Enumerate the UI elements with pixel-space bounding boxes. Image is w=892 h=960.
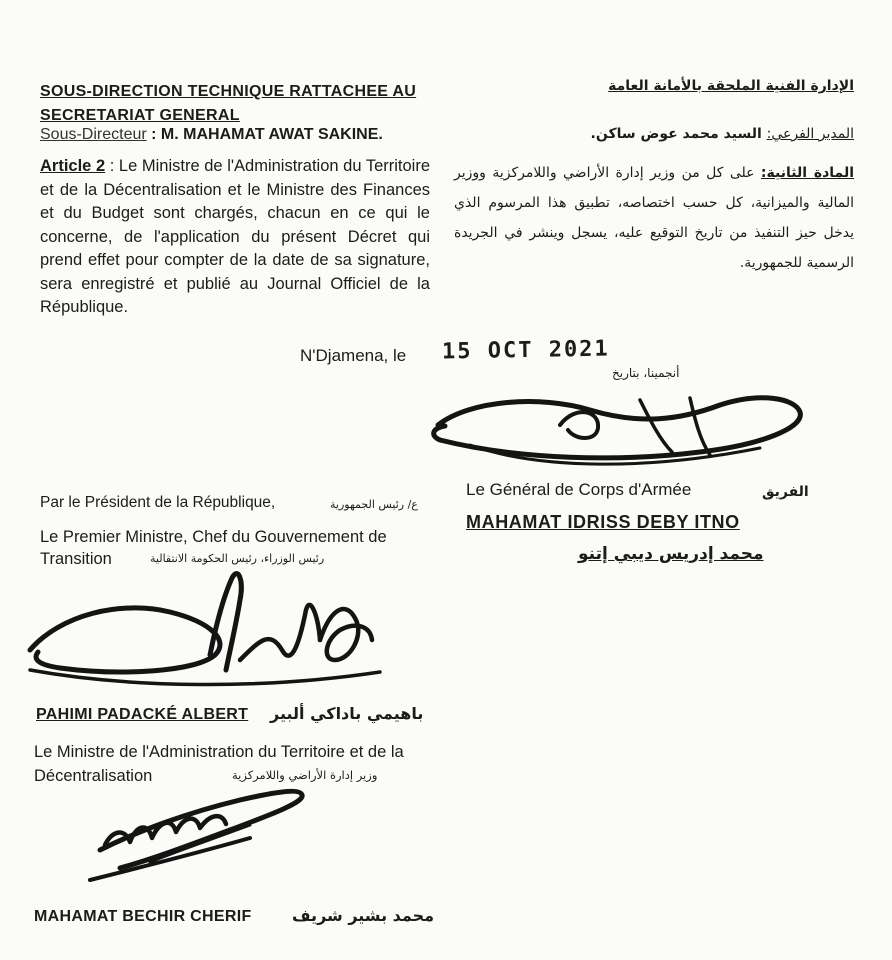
french-subdirector xyxy=(40,126,383,144)
minister-name-arabic: محمد بشير شريف xyxy=(292,906,435,925)
french-article-label: Article 2 xyxy=(40,157,106,175)
pm-name: PAHIMI PADACKÉ ALBERT xyxy=(36,706,249,723)
pm-name-arabic: باهيمي باداكي ألبير xyxy=(270,704,424,723)
arabic-article-2 xyxy=(454,158,854,278)
president-title-arabic: الفريق xyxy=(762,484,809,500)
arabic-subdirector-label: المدير الفرعي: xyxy=(766,126,854,142)
arabic-subdirector-value: السيد محمد عوض ساكن. xyxy=(590,126,767,142)
pm-line-2: Le Premier Ministre, Chef du Gouvernement de Transition xyxy=(40,528,387,568)
french-article-2 xyxy=(40,155,430,320)
date-place-arabic: أنجمينا، بتاريخ xyxy=(612,366,680,380)
arabic-header: الإدارة الفنية الملحقة بالأمانة العامة xyxy=(608,78,854,94)
prime-minister-signature xyxy=(30,574,380,685)
date-stamp: 15 OCT 2021 xyxy=(441,336,610,365)
french-header-line-2: SECRETARIAT GENERAL xyxy=(40,107,240,124)
minister-title-arabic: وزير إدارة الأراضي واللامركزية xyxy=(232,768,378,782)
french-subdirector-label: Sous-Directeur xyxy=(40,126,147,143)
president-name: MAHAMAT IDRISS DEBY ITNO xyxy=(466,512,740,532)
minister-name: MAHAMAT BECHIR CHERIF xyxy=(34,908,252,925)
arabic-article-label: المادة الثانية: xyxy=(760,165,854,181)
arabic-article-text: على كل من وزير إدارة الأراضي واللامركزية ووزير المالية والميزانية، كل حسب اختصاصه، تطبيق هذا المرسوم الذي يدخل حيز التنفيذ من تاريخ التوقيع عليه، يسجل وينشر في الجريدة الرسمية للجمهورية. xyxy=(454,165,854,271)
president-name-arabic: محمد إدريس ديبي إتنو xyxy=(578,544,764,564)
pm-line-1-arabic: ع/ رئيس الجمهورية xyxy=(330,498,418,511)
pm-line-2-arabic: رئيس الوزراء، رئيس الحكومة الانتقالية xyxy=(150,552,325,565)
arabic-subdirector xyxy=(494,126,854,142)
french-header-line-1: SOUS-DIRECTION TECHNIQUE RATTACHEE AU xyxy=(40,83,417,100)
french-header xyxy=(40,80,440,128)
french-article-text: : Le Ministre de l'Administration du Territoire et de la Décentralisation et le Ministre des Finances et du Budget sont chargés, chacun en ce qui le concerne, de l'application du présent Décret qui prend effet pour compter de la date de sa signature, sera enregistré et publié au Journal Officiel de la République. xyxy=(40,157,430,316)
minister-signature xyxy=(90,791,302,880)
date-place-french: N'Djamena, le xyxy=(300,346,407,365)
pm-line-1: Par le Président de la République, xyxy=(40,494,276,511)
french-subdirector-value: : M. MAHAMAT AWAT SAKINE. xyxy=(151,126,383,143)
president-signature xyxy=(434,398,801,464)
minister-title: Le Ministre de l'Administration du Territoire et de la Décentralisation xyxy=(34,743,404,785)
president-title: Le Général de Corps d'Armée xyxy=(466,480,692,499)
